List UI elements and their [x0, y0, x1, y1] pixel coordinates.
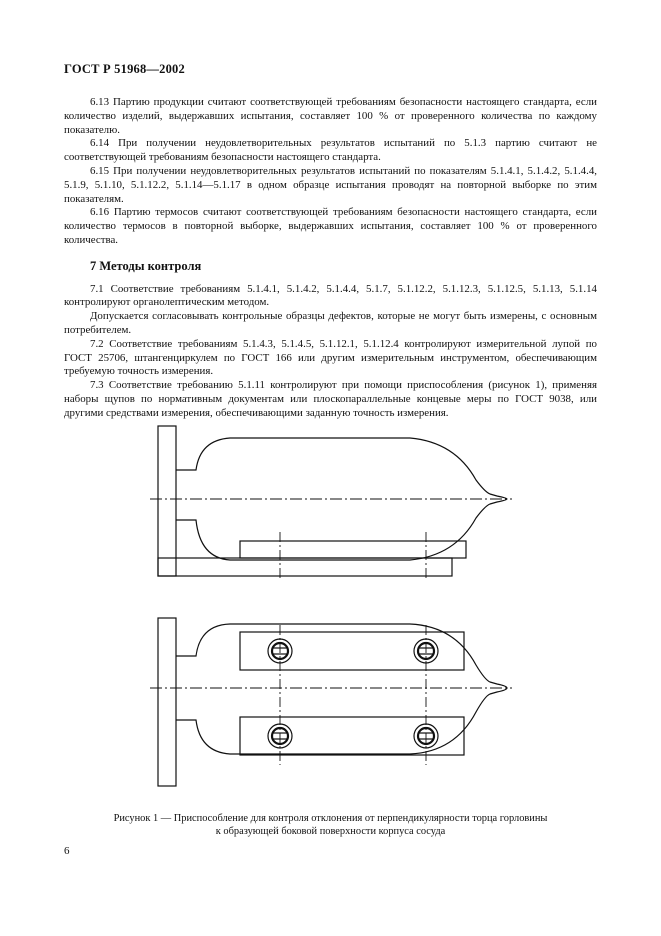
base-plate — [158, 558, 452, 576]
figure-caption — [64, 812, 597, 838]
figure-caption-line-2: к образующей боковой поверхности корпуса сосуда — [215, 826, 446, 837]
paragraph-6-16: 6.16 Партию термосов считают соответствующей требованиям безопасности настоящего стандарта, если количество термосов в повторной выборке, выдержавших испытания, составляет 100 % от проверенного количества. — [64, 206, 597, 246]
back-plate — [158, 426, 176, 576]
side-view — [150, 426, 512, 580]
body-text — [64, 96, 597, 421]
vessel-outline-plan — [176, 624, 507, 754]
paragraph-7-2: 7.2 Соответствие требованиям 5.1.4.3, 5.1.4.5, 5.1.12.1, 5.1.12.4 контролируют измерительной лупой по ГОСТ 25706, штангенциркулем по ГОСТ 166 или другим измерительным инструментом, обеспечивающим требуемую точность измерения. — [64, 337, 597, 378]
page-number: 6 — [64, 845, 70, 857]
document-header: ГОСТ Р 51968—2002 — [64, 62, 185, 76]
paragraph-6-15: 6.15 При получении неудовлетворительных результатов испытаний по показателям 5.1.4.1, 5.1.4.2, 5.1.4.4, 5.1.9, 5.1.10, 5.1.12.2, 5.1.14—5.1.17 в одном образце испытания проводят на повторной выборке по этим показателям. — [64, 164, 597, 205]
figure-caption-line-1: Рисунок 1 — Приспособление для контроля отклонения от перпендикулярности торца горловины — [113, 813, 548, 824]
back-plate-plan — [158, 618, 176, 786]
top-view — [150, 618, 512, 786]
section-title-7: 7 Методы контроля — [90, 258, 202, 273]
clamp-bar-upper — [240, 632, 464, 670]
figure-1-drawing — [140, 420, 520, 800]
paragraph-6-13: 6.13 Партию продукции считают соответствующей требованиям безопасности настоящего стандарта, если количество изделий, выдержавших испытания, составляет 100 % от проверенного количества по каждому показателю. — [64, 96, 597, 136]
paragraph-7-1-note: Допускается согласовывать контрольные образцы дефектов, которые не могут быть измерены, с основным потребителем. — [64, 310, 597, 336]
paragraph-6-14: 6.14 При получении неудовлетворительных результатов испытаний по 5.1.3 партию считают не соответствующей требованиям безопасности настоящего стандарта. — [64, 137, 597, 164]
clamp-bar-lower — [240, 717, 464, 755]
paragraph-7-3: 7.3 Соответствие требованию 5.1.11 контролируют при помощи приспособления (рисунок 1), применяя наборы щупов по нормативным документам или плоскопараллельные концевые меры по ГОСТ 9038, или другими средствами измерения, обеспечивающими заданную точность измерения. — [64, 379, 597, 419]
paragraph-7-1: 7.1 Соответствие требованиям 5.1.4.1, 5.1.4.2, 5.1.4.4, 5.1.7, 5.1.12.2, 5.1.12.3, 5.1.12.5, 5.1.13, 5.1.14 контролируют органолептическим методом. — [64, 282, 597, 309]
